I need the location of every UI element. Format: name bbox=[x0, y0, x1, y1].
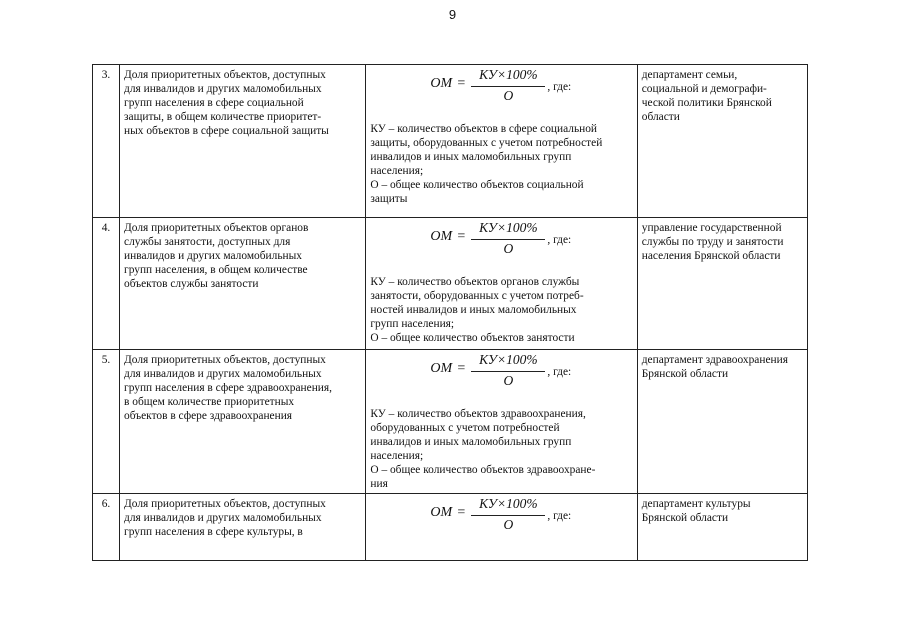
responsible-line: населения Брянской области bbox=[641, 250, 781, 262]
indicator-cell bbox=[120, 494, 366, 561]
method-line: О – общее количество объектов занятости bbox=[370, 332, 575, 344]
method-line: КУ – количество объектов органов службы bbox=[370, 276, 580, 288]
indicator-line: для инвалидов и других маломобильных bbox=[124, 368, 322, 380]
formula-equals: = bbox=[457, 76, 466, 91]
formula-numerator: КУ×100% bbox=[479, 352, 538, 367]
fraction-bar bbox=[471, 239, 545, 240]
responsible-line: области bbox=[641, 111, 680, 123]
method-line: инвалидов и иных маломобильных групп bbox=[370, 151, 572, 163]
indicator-line: групп населения в сфере культуры, в bbox=[124, 526, 303, 538]
indicator-line: инвалидов и других маломобильных bbox=[124, 250, 302, 262]
indicator-line: защиты, в общем количестве приоритет- bbox=[124, 111, 322, 123]
method-line: ния bbox=[370, 478, 388, 490]
responsible-line: управление государственной bbox=[641, 222, 782, 234]
table-row bbox=[93, 494, 808, 561]
method-line: защиты bbox=[370, 193, 408, 205]
formula-suffix: , где: bbox=[547, 510, 572, 522]
formula-lhs: ОМ bbox=[430, 229, 453, 244]
calculation-method-cell bbox=[366, 350, 637, 494]
method-line: ностей инвалидов и иных маломобильных bbox=[370, 304, 577, 316]
method-line: КУ – количество объектов здравоохранения, bbox=[370, 408, 586, 420]
method-line: занятости, оборудованных с учетом потреб- bbox=[370, 290, 584, 302]
formula bbox=[370, 221, 632, 269]
indicator-line: Доля приоритетных объектов, доступных bbox=[124, 498, 326, 510]
indicator-line: Доля приоритетных объектов, доступных bbox=[124, 354, 326, 366]
method-line: инвалидов и иных маломобильных групп bbox=[370, 436, 572, 448]
table-row bbox=[93, 65, 808, 218]
indicators-table bbox=[92, 64, 808, 561]
indicator-line: для инвалидов и других маломобильных bbox=[124, 512, 322, 524]
indicator-line: в общем количестве приоритетных bbox=[124, 396, 295, 408]
indicator-cell bbox=[120, 218, 366, 350]
indicator-cell bbox=[120, 350, 366, 494]
formula-equals: = bbox=[457, 229, 466, 244]
method-line: населения; bbox=[370, 165, 424, 177]
method-line: групп населения; bbox=[370, 318, 455, 330]
responsible-line: службы по труду и занятости bbox=[641, 236, 784, 248]
fraction-bar bbox=[471, 371, 545, 372]
responsible-cell bbox=[637, 65, 807, 218]
responsible-line: Брянской области bbox=[641, 512, 729, 524]
responsible-cell bbox=[637, 218, 807, 350]
calculation-method-cell bbox=[366, 218, 637, 350]
table-row bbox=[93, 218, 808, 350]
method-line: КУ – количество объектов в сфере социальной bbox=[370, 123, 598, 135]
formula-equals: = bbox=[457, 361, 466, 376]
table-row bbox=[93, 350, 808, 494]
page-number: 9 bbox=[448, 7, 457, 22]
indicator-line: Доля приоритетных объектов, доступных bbox=[124, 69, 326, 81]
formula bbox=[370, 353, 632, 401]
calculation-method-cell bbox=[366, 65, 637, 218]
indicator-line: групп населения в сфере социальной bbox=[124, 97, 304, 109]
formula bbox=[370, 497, 632, 545]
row-number: 4. bbox=[93, 218, 120, 350]
formula-suffix: , где: bbox=[547, 234, 572, 246]
indicator-cell bbox=[120, 65, 366, 218]
method-line: оборудованных с учетом потребностей bbox=[370, 422, 560, 434]
indicator-line: Доля приоритетных объектов органов bbox=[124, 222, 309, 234]
fraction-bar bbox=[471, 515, 545, 516]
responsible-line: Брянской области bbox=[641, 368, 729, 380]
responsible-cell bbox=[637, 494, 807, 561]
responsible-line: департамент здравоохранения bbox=[641, 354, 788, 366]
indicator-line: объектов службы занятости bbox=[124, 278, 259, 290]
row-number: 5. bbox=[93, 350, 120, 494]
row-number: 6. bbox=[93, 494, 120, 561]
method-line: О – общее количество объектов социальной bbox=[370, 179, 584, 191]
responsible-line: департамент культуры bbox=[641, 498, 751, 510]
formula-numerator: КУ×100% bbox=[479, 220, 538, 235]
responsible-line: социальной и демографи- bbox=[641, 83, 767, 95]
formula-numerator: КУ×100% bbox=[479, 67, 538, 82]
row-number: 3. bbox=[93, 65, 120, 218]
formula-denominator: О bbox=[503, 241, 514, 256]
indicator-line: службы занятости, доступных для bbox=[124, 236, 291, 248]
formula-denominator: О bbox=[503, 517, 514, 532]
formula bbox=[370, 68, 632, 116]
indicator-line: групп населения, в общем количестве bbox=[124, 264, 308, 276]
formula-denominator: О bbox=[503, 373, 514, 388]
formula-numerator: КУ×100% bbox=[479, 496, 538, 511]
formula-suffix: , где: bbox=[547, 366, 572, 378]
indicator-line: групп населения в сфере здравоохранения, bbox=[124, 382, 332, 394]
indicator-line: ных объектов в сфере социальной защиты bbox=[124, 125, 329, 137]
responsible-line: департамент семьи, bbox=[641, 69, 738, 81]
formula-suffix: , где: bbox=[547, 81, 572, 93]
responsible-line: ческой политики Брянской bbox=[641, 97, 772, 109]
indicator-line: объектов в сфере здравоохранения bbox=[124, 410, 293, 422]
method-line: защиты, оборудованных с учетом потребностей bbox=[370, 137, 603, 149]
calculation-method-cell bbox=[366, 494, 637, 561]
indicator-line: для инвалидов и других маломобильных bbox=[124, 83, 322, 95]
formula-lhs: ОМ bbox=[430, 505, 453, 520]
responsible-cell bbox=[637, 350, 807, 494]
fraction-bar bbox=[471, 86, 545, 87]
formula-denominator: О bbox=[503, 88, 514, 103]
method-line: населения; bbox=[370, 450, 424, 462]
method-line: О – общее количество объектов здравоохране- bbox=[370, 464, 596, 476]
formula-lhs: ОМ bbox=[430, 76, 453, 91]
formula-equals: = bbox=[457, 505, 466, 520]
formula-lhs: ОМ bbox=[430, 361, 453, 376]
